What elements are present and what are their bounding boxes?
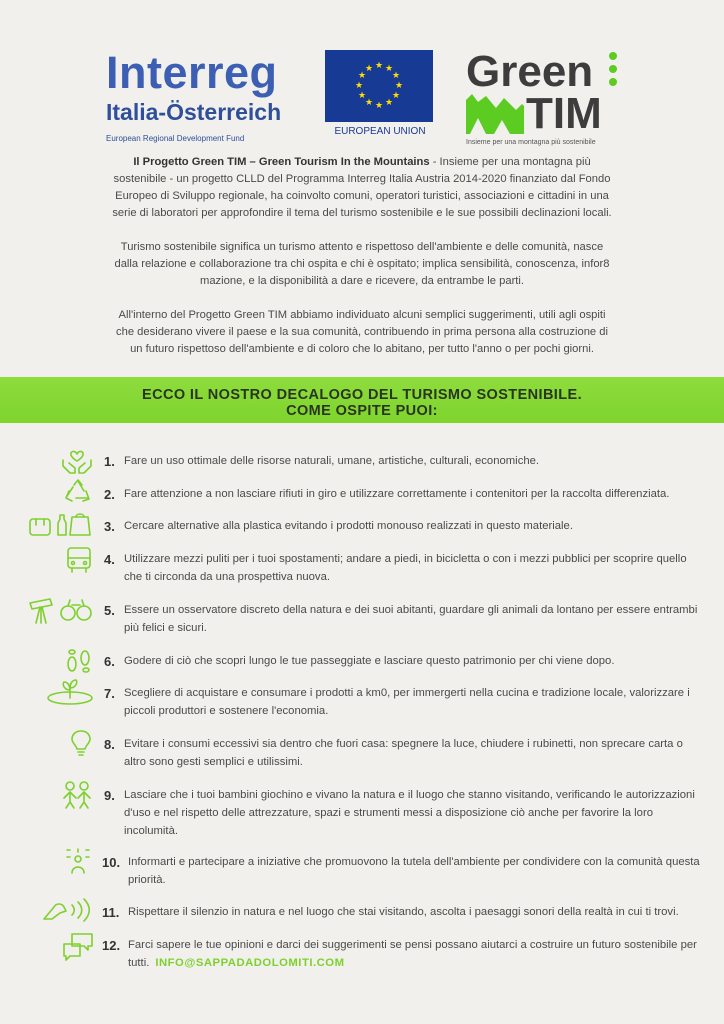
item-text: Godere di ciò che scopri lungo le tue passeggiate e lasciare questo patrimonio per chi viene dopo. (124, 655, 615, 667)
interreg-fund: European Regional Development Fund (106, 134, 245, 143)
children-icon (60, 780, 94, 810)
item-text: Fare un uso ottimale delle risorse naturali, umane, artistiche, culturali, economiche. (124, 455, 540, 467)
item-text: Rispettare il silenzio in natura e nel luogo che stai visitando, ascolta i paesaggi sonori della realtà in cui ti trovi. (128, 906, 679, 918)
greentim-green-text: Green (466, 47, 594, 96)
item-number: 2. (104, 487, 115, 502)
greentim-logo (466, 47, 626, 146)
item-number: 1. (104, 454, 115, 469)
chat-bubbles-icon (62, 932, 94, 962)
mountain-icon (466, 94, 524, 134)
svg-text:★: ★ (357, 71, 367, 81)
lightbulb-icon (70, 729, 92, 757)
decalogue-title-line1: ECCO IL NOSTRO DECALOGO DEL TURISMO SOSTENIBILE. (142, 387, 582, 403)
intro-text (110, 154, 614, 375)
bird-sound-icon (42, 897, 94, 923)
telescope-binoculars-icon (28, 597, 94, 625)
item-text: Cercare alternative alla plastica evitando i prodotti monouso realizzati in questo materiale. (124, 520, 573, 532)
item-text: Informarti e partecipare a iniziative che promuovono la tutela dell'ambiente per condividere con la comunità questa priorità. (128, 856, 700, 886)
item-text: Lasciare che i tuoi bambini giochino e vivano la natura e il luogo che stanno visitando, verificando le autorizzazioni d'uso e nel rispetto delle attrezzature, spazi e strumenti messi a disposizione ciò anche per favorire la loro incolumità. (124, 789, 695, 837)
interreg-region: Italia-Österreich (106, 99, 282, 125)
item-text-body: Farci sapere le tue opinioni e darci dei suggerimenti se pensi possano aiutarci a costruire un futuro sostenibile per tutti. (128, 939, 697, 969)
item-number: 11. (102, 905, 120, 920)
eu-label: EUROPEAN UNION (334, 126, 426, 137)
intro-project-name: Il Progetto Green TIM – Green Tourism In the Mountains (133, 156, 430, 168)
greentim-tim-row (466, 89, 626, 138)
item-number: 3. (104, 519, 115, 534)
contact-email-link[interactable]: INFO@SAPPADADOLOMITI.COM (155, 957, 345, 969)
item-text (128, 936, 708, 972)
eu-flag-icon (325, 50, 433, 122)
intro-paragraph-1-text: - Insieme per una montagna più sostenibile - un progetto CLLD del Programma Interreg Italia Austria 2014-2020 finanziato dal Fondo Europeo di Sviluppo regionale, ha coinvolto comuni, operatori turistici, associazioni e cittadini in una serie di laboratori per approfondire il tema del turismo sostenibile e le sue possibili declinazioni locali. (112, 156, 612, 219)
svg-text:★: ★ (394, 81, 404, 91)
svg-text:★: ★ (384, 98, 394, 108)
hands-heart-icon (60, 446, 94, 476)
intro-paragraph-3: All'interno del Progetto Green TIM abbiamo individuato alcuni semplici suggerimenti, utili agli ospiti che desiderano vivere il paese e la sua comunità, contribuendo in prima persona alla costruzione di un futuro rispettoso dell'ambiente e di coloro che lo abitano, per tutto l'anno o per pochi giorni. (116, 309, 608, 355)
item-text: Essere un osservatore discreto della natura e dei suoi abitanti, guardare gli animali da lontano per essere entrambi più felici e sicuri. (124, 604, 698, 634)
greentim-word-green (466, 47, 626, 96)
svg-text:★: ★ (354, 81, 364, 91)
green-dots-icon (609, 52, 617, 91)
item-number: 4. (104, 552, 115, 567)
item-number: 12. (102, 938, 121, 953)
item-text: Evitare i consumi eccessivi sia dentro che fuori casa: spegnere la luce, chiudere i rubinetti, non sprecare carta o altro sono gesti semplici e utilissimi. (124, 738, 683, 768)
item-text: Utilizzare mezzi puliti per i tuoi spostamenti; andare a piedi, in bicicletta o con i mezzi pubblici per scoprire quello che ti circonda da una prospettiva nuova. (124, 553, 687, 583)
footprints-icon (64, 646, 94, 674)
svg-text:★: ★ (391, 91, 401, 101)
svg-text:★: ★ (374, 101, 384, 111)
item-number: 7. (104, 686, 115, 701)
svg-text:★: ★ (364, 64, 374, 74)
interreg-wordmark: Interreg (106, 47, 278, 98)
item-number: 5. (104, 603, 115, 618)
community-icon (64, 847, 92, 875)
decalogue-title-line2: COME OSPITE PUOI: (286, 403, 438, 419)
recycle-icon (64, 479, 92, 507)
eu-logo (325, 50, 435, 137)
svg-text:★: ★ (357, 91, 367, 101)
bus-icon (66, 546, 92, 574)
bottle-bag-icon (28, 511, 92, 537)
svg-text:★: ★ (374, 61, 384, 71)
item-number: 6. (104, 654, 115, 669)
greentim-tim-text: TIM (526, 89, 602, 138)
intro-paragraph-1 (110, 154, 614, 222)
plant-hand-icon (46, 678, 94, 708)
svg-text:★: ★ (391, 71, 401, 81)
interreg-logo (106, 47, 316, 143)
item-number: 10. (102, 855, 121, 870)
item-number: 8. (104, 737, 115, 752)
decalogue-title (0, 387, 724, 419)
item-number: 9. (104, 788, 115, 803)
svg-text:★: ★ (384, 64, 394, 74)
greentim-tagline: Insieme per una montagna più sostenibile (466, 139, 596, 146)
item-text: Fare attenzione a non lasciare rifiuti in giro e utilizzare correttamente i contenitori per la raccolta differenziata. (124, 488, 670, 500)
item-text: Scegliere di acquistare e consumare i prodotti a km0, per immergerti nella cucina e tradizione locale, valorizzare i piccoli produttori e sostenere l'economia. (124, 687, 690, 717)
intro-paragraph-2: Turismo sostenibile significa un turismo attento e rispettoso dell'ambiente e delle comunità, nasce dalla relazione e collaborazione tra chi ospita e chi è ospitato; implica sensibilità, conoscenza, infor8 mazione, e la disponibilità a dare e ricevere, da entrambe le parti. (114, 241, 610, 287)
svg-text:★: ★ (364, 98, 374, 108)
